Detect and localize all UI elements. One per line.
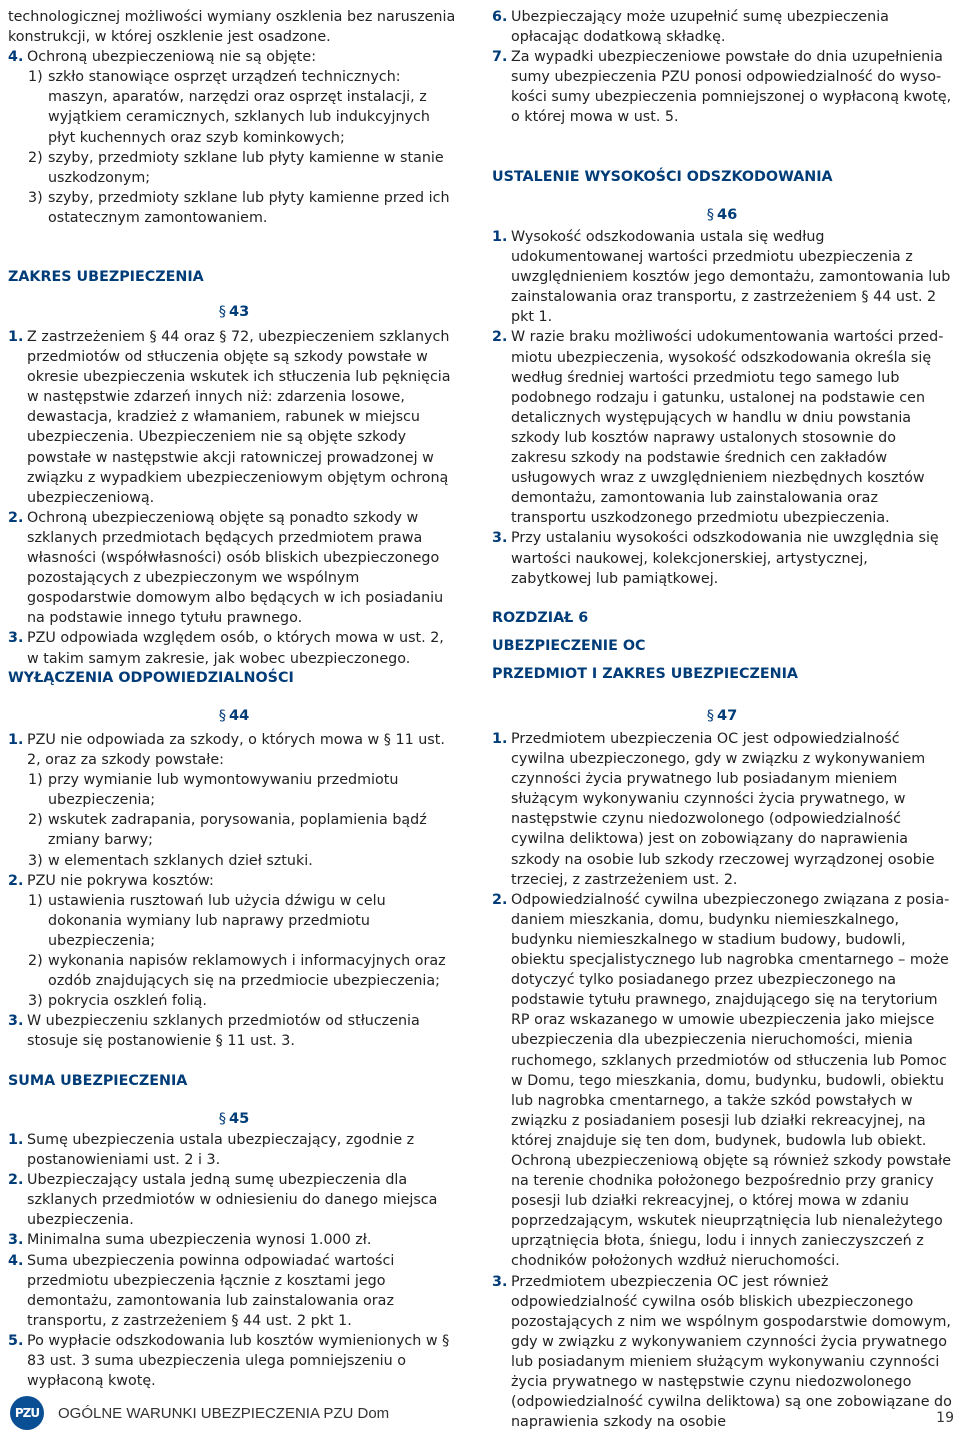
paragraph-value: 43 — [228, 303, 250, 320]
page-footer — [0, 1392, 960, 1434]
item-number: 2. — [8, 872, 24, 889]
sub-item — [8, 188, 460, 228]
item-text: Wysokość odszkodowania ustala się według udokumentowanej wartości przedmiotu ubezpieczenia z uwzględnieniem kosztów jego demontażu, zamontowania lub zainstalowania oraz transportu, z zastrzeżeniem § 44 ust. 2 pkt 1. — [511, 229, 951, 326]
item-text: Po wypłacie odszkodowania lub kosztów wymienionych w § 83 ust. 3 suma ubezpieczenia ulega pomniejszeniu o wypłaconą kwotę. — [27, 1332, 450, 1390]
paragraph-45-continuation — [492, 7, 952, 128]
footer-title: OGÓLNE WARUNKI UBEZPIECZENIA PZU Dom — [58, 1405, 390, 1422]
item-number: 3. — [8, 1232, 24, 1249]
list-item — [492, 227, 952, 327]
paragraph-number — [8, 706, 460, 726]
section-sign: § — [706, 206, 714, 223]
item-text: Sumę ubezpieczenia ustala ubezpieczający, zgodnie z postanowieniami ust. 2 i 3. — [27, 1132, 415, 1169]
list-item — [8, 1331, 460, 1391]
item-number: 1. — [8, 329, 24, 345]
section-sign: § — [706, 707, 714, 724]
sub-item — [8, 991, 460, 1011]
sub-item — [8, 810, 460, 850]
section-sign: § — [218, 1110, 226, 1127]
item-number: 1. — [492, 731, 508, 747]
item-number: 5. — [8, 1332, 24, 1349]
chapter-heading: ROZDZIAŁ 6 — [492, 610, 589, 626]
list-item — [492, 890, 952, 1272]
sub-number: 3) — [28, 189, 43, 206]
sub-text: wykonania napisów reklamowych i informacyjnych oraz ozdób znajdujących się na przedmiocie ubezpieczenia; — [48, 953, 446, 990]
paragraph-46-body — [492, 227, 952, 589]
item-number: 1. — [8, 732, 24, 748]
item-number: 2. — [8, 509, 24, 526]
list-item — [8, 327, 460, 508]
text-line: technologicznej możliwości wymiany oszklenia bez naruszenia — [8, 9, 456, 25]
section-heading: ZAKRES UBEZPIECZENIA — [8, 269, 204, 285]
sub-item — [8, 770, 460, 810]
list-item — [492, 47, 952, 127]
item-number: 3. — [492, 1273, 508, 1290]
list-item — [492, 7, 952, 47]
paragraph-47-body — [492, 729, 952, 1432]
item-number: 7. — [492, 49, 508, 66]
item-text: Przy ustalaniu wysokości odszkodowania nie uwzględnia się wartości naukowej, kolekcjonerskiej, artystycznej, zabytkowej lub pamiątkowej. — [511, 530, 939, 587]
pzu-logo: PZU — [10, 1396, 44, 1430]
sub-item — [8, 891, 460, 951]
list-item — [8, 1230, 460, 1250]
intro-continuation — [8, 7, 460, 228]
item-number: 1. — [492, 229, 508, 245]
item-number: 4. — [8, 49, 24, 66]
item-text: Minimalna suma ubezpieczenia wynosi 1.000 zł. — [27, 1232, 372, 1249]
paragraph-value: 44 — [228, 707, 250, 724]
list-item — [8, 1130, 460, 1170]
sub-number: 3) — [28, 993, 43, 1010]
item-text: Za wypadki ubezpieczeniowe powstałe do dnia uzupełnienia sumy ubezpieczenia PZU ponosi odpowiedzialność do wysokości sumy ubezpieczenia pomniejszonej o wypłaconą kwotę, o której mowa w ust. 5. — [511, 49, 952, 126]
item-text: PZU nie pokrywa kosztów: — [27, 872, 214, 889]
list-item — [8, 871, 460, 891]
sub-text: szkło stanowiące osprzęt urządzeń technicznych: maszyn, aparatów, narzędzi oraz osprzęt instalacji, z wyjątkiem ceramicznych, szklanych lub indukcyjnych płyt kuchennych oraz szyb kominkowych; — [48, 69, 430, 146]
item-number: 6. — [492, 9, 508, 25]
paragraph-number — [8, 302, 460, 322]
item-text: W razie braku możliwości udokumentowania wartości przedmiotu ubezpieczenia, wysokość odszkodowania określa się według średniej wartości przedmiotu tego samego lub podobnego rodzaju i gatunku, ustalonej na podstawie cen detalicznych występujących w handlu w dniu powstania szkody lub kosztów naprawy ustalonych stosownie do zakresu szkody na podstawie średnich cen zakładów usługowych wraz z uwzględnieniem niezbędnych kosztów demontażu, zamontowania lub zainstalowania oraz transportu uszkodzonego przedmiotu ubezpieczenia. — [511, 329, 944, 527]
sub-item — [8, 851, 460, 871]
list-item — [8, 47, 460, 67]
paragraph-value: 47 — [716, 707, 738, 724]
item-number: 1. — [8, 1132, 24, 1148]
sub-text: wskutek zadrapania, porysowania, poplamienia bądź zmiany barwy; — [48, 812, 427, 849]
list-item — [492, 528, 952, 588]
sub-number: 1) — [28, 772, 43, 789]
section-sign: § — [218, 303, 226, 320]
item-text: Ochroną ubezpieczeniową nie są objęte: — [27, 49, 317, 66]
item-text: Ubezpieczający ustala jedną sumę ubezpieczenia dla szklanych przedmiotów w odniesieniu do danego miejsca ubezpieczenia. — [27, 1172, 438, 1229]
item-number: 2. — [8, 1172, 24, 1189]
paragraph-value: 45 — [228, 1110, 250, 1127]
list-item — [8, 508, 460, 629]
sub-item — [8, 148, 460, 188]
list-item — [492, 729, 952, 890]
item-text: Przedmiotem ubezpieczenia OC jest odpowiedzialność cywilna ubezpieczonego, gdy w związku z wykonywaniem czynności życia prywatnego lub posiadanym mieniem służącym wykonywaniu czynności życia prywatnego, w następstwie czynu niedozwolonego (odpowiedzialność cywilna deliktowa) jest on zobowiązany do naprawienia szkody na osobie lub szkody rzeczowej wyrządzonej osobie trzeciej, z zastrzeżeniem ust. 2. — [511, 731, 935, 888]
sub-number: 2) — [28, 953, 43, 970]
paragraph-44-body — [8, 730, 460, 1052]
sub-text: pokrycia oszkleń folią. — [48, 993, 207, 1010]
page-number: 19 — [936, 1410, 954, 1426]
sub-number: 1) — [28, 69, 43, 86]
list-item — [492, 327, 952, 528]
paragraph-43-body — [8, 327, 460, 669]
sub-number: 1) — [28, 892, 43, 909]
item-number: 3. — [8, 630, 24, 647]
item-number: 2. — [492, 891, 508, 908]
item-number: 4. — [8, 1252, 24, 1269]
item-text: W ubezpieczeniu szklanych przedmiotów od stłuczenia stosuje się postanowienie § 11 ust. 3. — [27, 1013, 420, 1050]
item-number: 3. — [8, 1013, 24, 1030]
item-text: PZU odpowiada względem osób, o których mowa w ust. 2, w takim samym zakresie, jak wobec ubezpieczonego. — [27, 630, 444, 667]
list-item — [8, 1170, 460, 1230]
paragraph-number — [492, 205, 952, 225]
text-line: konstrukcji, w której oszklenie jest osadzone. — [8, 29, 331, 46]
section-sign: § — [218, 707, 226, 724]
sub-text: ustawienia rusztowań lub użycia dźwigu w celu dokonania wymiany lub naprawy przedmiotu ubezpieczenia; — [48, 892, 386, 949]
paragraph-value: 46 — [716, 206, 738, 223]
sub-number: 3) — [28, 852, 43, 869]
item-number: 3. — [492, 530, 508, 547]
paragraph-45-body — [8, 1130, 460, 1391]
item-text: Ubezpieczający może uzupełnić sumę ubezpieczenia opłacając dodatkową składkę. — [511, 9, 889, 46]
list-item — [8, 730, 460, 770]
list-item — [8, 1251, 460, 1331]
sub-item — [8, 951, 460, 991]
sub-text: szyby, przedmioty szklane lub płyty kamienne przed ich ostatecznym zamontowaniem. — [48, 189, 450, 226]
sub-number: 2) — [28, 812, 43, 829]
list-item — [8, 628, 460, 668]
item-text: Odpowiedzialność cywilna ubezpieczonego związana z posiadaniem mieszkania, domu, budynku niemieszkalnego, budynku niemieszkalnego w stadium budowy, budowli, obiektu specjalistycznego lub nagrobka cmentarnego – może dotyczyć tylko posiadanego przez ubezpieczonego na podstawie tytułu prawnego, znajdującego się na terytorium RP oraz wskazanego w umowie ubezpieczenia jako miejsce ubezpieczenia dla ubezpieczenia nieruchomości, mienia ruchomego, szklanych przedmiotów od stłuczenia lub Pomoc w Domu, tego mieszkania, domu, budynku, budowli, obiektu lub nagrobka cmentarnego, a także szkód powstałych w związku z posiadaniem posesji lub działki rekreacyjnej, na której znajduje się ten dom, budynek, budowla lub obiekt. Ochroną ubezpieczeniową objęte są również szkody powstałe na terenie chodnika położonego bezpośrednio przy granicy posesji lub działki rekreacyjnej, o której mowa w zdaniu poprzedzającym, wskutek nieuprzątnięcia lub nienależytego uprzątnięcia błota, śniegu, lodu i innych zanieczyszczeń z chodników położonych wzdłuż nieruchomości. — [511, 891, 951, 1270]
section-heading: UBEZPIECZENIE OC — [492, 638, 646, 654]
section-heading: USTALENIE WYSOKOŚCI ODSZKODOWANIA — [492, 169, 833, 185]
section-heading: WYŁĄCZENIA ODPOWIEDZIALNOŚCI — [8, 670, 294, 686]
sub-number: 2) — [28, 149, 43, 166]
item-text: Ochroną ubezpieczeniową objęte są ponadto szkody w szklanych przedmiotach będących przedmiotem prawa własności (współwłasności) osób bliskich ubezpieczonego pozostających z ubezpieczonym we wspólnym gospodarstwie domowym albo będących w ich posiadaniu na podstawie innego tytułu prawnego. — [27, 509, 444, 627]
item-number: 2. — [492, 329, 508, 346]
item-text: Przedmiotem ubezpieczenia OC jest również odpowiedzialność cywilna osób bliskich ubezpieczonego pozostających z nim we wspólnym gospodarstwie domowym, gdy w związku z wykonywaniem czynności życia prywatnego lub posiadanym mieniem służącym wykonywaniu czynności życia prywatnego w następstwie czynu niedozwolonego (odpowiedzialność cywilna deliktowa) są one zobowiązane do naprawienia szkody na osobie — [511, 1273, 952, 1431]
item-text: PZU nie odpowiada za szkody, o których mowa w § 11 ust. 2, oraz za szkody powstałe: — [27, 732, 445, 769]
item-text: Suma ubezpieczenia powinna odpowiadać wartości przedmiotu ubezpieczenia łącznie z kosztami jego demontażu, zamontowania lub zainstalowania oraz transportu, z zastrzeżeniem § 44 ust. 2 pkt 1. — [27, 1252, 395, 1329]
sub-text: w elementach szklanych dzieł sztuki. — [48, 852, 313, 869]
paragraph-number — [8, 1109, 460, 1129]
section-heading: PRZEDMIOT I ZAKRES UBEZPIECZENIA — [492, 666, 798, 682]
sub-item — [8, 67, 460, 147]
sub-text: przy wymianie lub wymontowywaniu przedmiotu ubezpieczenia; — [48, 772, 399, 809]
sub-text: szyby, przedmioty szklane lub płyty kamienne w stanie uszkodzonym; — [48, 149, 444, 186]
item-text: Z zastrzeżeniem § 44 oraz § 72, ubezpieczeniem szklanych przedmiotów od stłuczenia objęte są szkody powstałe w okresie ubezpieczenia wskutek ich stłuczenia lub pęknięcia w następstwie zdarzeń innych niż: zdarzenia losowe, dewastacja, kradzież z włamaniem, rabunek w miejscu ubezpieczenia. Ubezpieczeniem nie są objęte szkody powstałe w następstwie akcji ratowniczej prowadzonej w związku z wypadkiem ubezpieczeniowym objętym ochroną ubezpieczeniową. — [27, 329, 451, 506]
section-heading: SUMA UBEZPIECZENIA — [8, 1073, 188, 1089]
paragraph-number — [492, 706, 952, 726]
list-item — [8, 1011, 460, 1051]
